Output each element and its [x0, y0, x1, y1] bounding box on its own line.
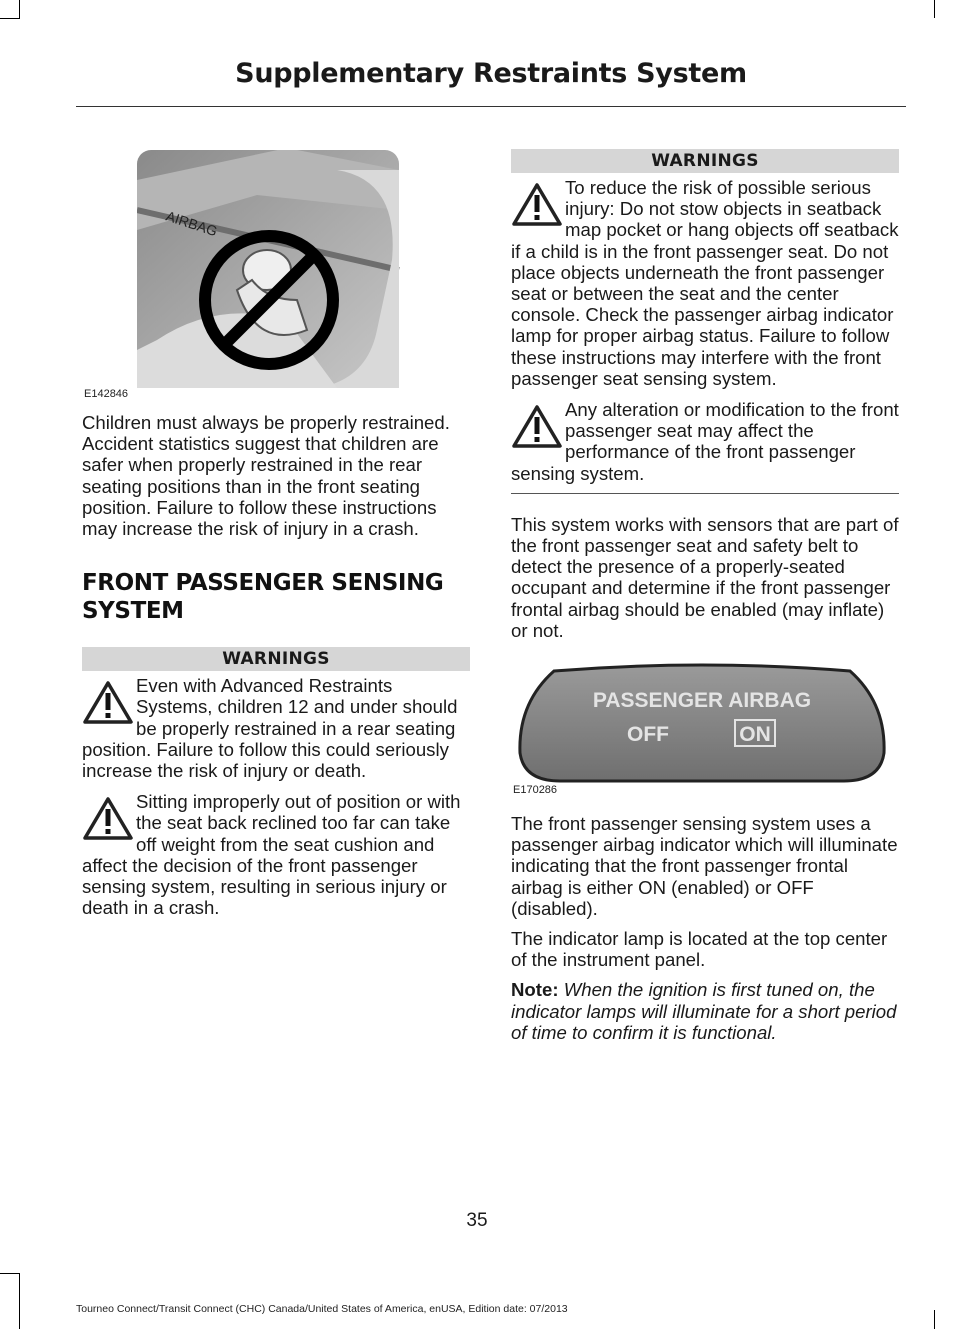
system-description: This system works with sensors that are part of the front passenger seat and safety belt to detect the presence of a properly-seated occupant and determine if the front passenger frontal airbag should be enabled (may inflate) or not.	[511, 513, 899, 641]
warning-text: To reduce the risk of possible serious injury: Do not stow objects in seatback map pocket or hang objects off seatback if a child is in the front passenger seat. Do not place objects underneath the front passenger seat or between the seat and the center console. Check the passenger airbag indicator lamp for proper airbag status. Failure to follow these instructions may interfere with the front passenger seat sensing system.	[511, 177, 899, 389]
warnings-header: WARNINGS	[511, 149, 899, 173]
crop-mark	[934, 1310, 935, 1329]
on-text: ON	[739, 723, 771, 747]
figure-label: E170286	[513, 784, 558, 797]
note-text: When the ignition is first tuned on, the indicator lamps will illuminate for a short period of time to confirm it is functional.	[511, 979, 897, 1043]
warnings-header: WARNINGS	[82, 647, 470, 671]
airbag-indicator-figure	[511, 663, 899, 803]
note-label: Note:	[511, 979, 559, 1001]
warning-triangle-icon	[511, 403, 563, 449]
passenger-airbag-text: PASSENGER AIRBAG	[592, 689, 812, 713]
no-rear-facing-child-seat-icon	[137, 150, 417, 390]
figure-label: E142846	[84, 388, 129, 400]
warning-text: Even with Advanced Restraints Systems, children 12 and under should be properly restrained in a rear seating position. Failure to follow this could seriously increase the risk of injury or death.	[82, 675, 458, 782]
indicator-description: The front passenger sensing system uses a passenger airbag indicator which will illuminate indicating that the front passenger frontal airbag is either ON (enabled) or OFF (disabled).	[511, 813, 898, 919]
right-column	[511, 149, 899, 1043]
warning-text: Any alteration or modification to the front passenger seat may affect the performance of the front passenger sensing system.	[511, 399, 899, 484]
section-title: FRONT PASSENGER SENSING SYSTEM	[82, 570, 444, 625]
warning-item	[511, 399, 899, 484]
warning-triangle-icon	[82, 679, 134, 725]
warning-triangle-icon	[82, 795, 134, 841]
off-text: OFF	[627, 723, 669, 747]
note-paragraph	[511, 979, 899, 1043]
child-seat-figure	[82, 150, 470, 402]
warning-item	[511, 177, 899, 389]
indicator-location: The indicator lamp is located at the top center of the instrument panel.	[511, 928, 888, 971]
title-divider	[76, 106, 906, 107]
airbag-label: AIRBAG	[164, 207, 220, 240]
crop-mark	[934, 0, 935, 18]
warning-triangle-icon	[511, 181, 563, 227]
passenger-airbag-indicator-icon	[514, 663, 890, 787]
crop-mark	[19, 0, 20, 18]
page-title: Supplementary Restraints System	[235, 58, 747, 89]
warning-item	[82, 675, 470, 781]
crop-mark	[0, 18, 20, 19]
footer-text: Tourneo Connect/Transit Connect (CHC) Canada/United States of America, enUSA, Edition date: 07/2013	[76, 1303, 568, 1315]
page-number: 35	[466, 1210, 488, 1231]
warnings-end-rule	[511, 493, 899, 494]
intro-paragraph: Children must always be properly restrained. Accident statistics suggest that children are safer when properly restrained in the rear seating positions than in the front seating position. Failure to follow these instructions may increase the risk of injury in a crash.	[82, 412, 450, 540]
left-column	[82, 150, 470, 918]
warning-item	[82, 791, 470, 918]
crop-mark	[19, 1273, 20, 1329]
warning-text: Sitting improperly out of position or with the seat back reclined too far can take off weight from the seat cushion and affect the decision of the front passenger sensing system, resulting in serious injury or death in a crash.	[82, 791, 461, 919]
crop-mark	[0, 1273, 20, 1274]
